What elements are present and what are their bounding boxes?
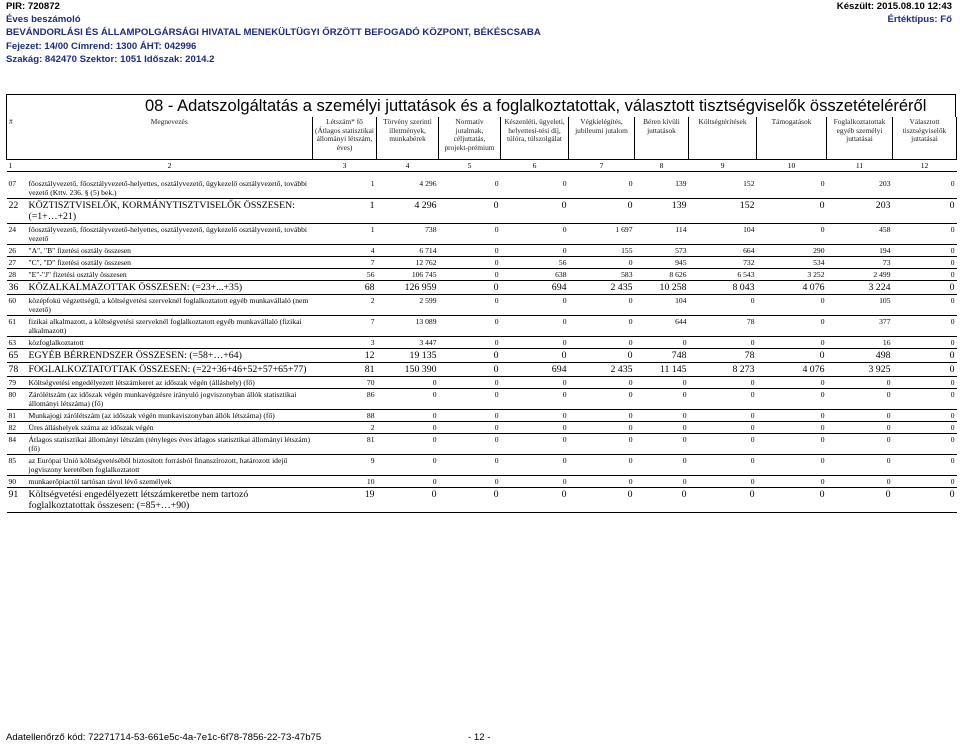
- row-number: 24: [7, 224, 27, 245]
- column-header: Támogatások: [757, 117, 827, 160]
- row-value: 664: [689, 245, 757, 257]
- row-value: 0: [569, 316, 635, 337]
- row-value: 0: [569, 337, 635, 349]
- row-value: 0: [569, 389, 635, 410]
- table-row: [7, 316, 957, 337]
- row-value: 644: [635, 316, 689, 337]
- row-value: 0: [569, 349, 635, 363]
- row-value: 0: [635, 455, 689, 476]
- row-label: EGYÉB BÉRRENDSZER ÖSSZESEN: (=58+…+64): [27, 349, 313, 363]
- row-value: 203: [827, 178, 893, 199]
- row-value: 88: [313, 410, 377, 422]
- row-value: 748: [635, 349, 689, 363]
- row-value: 16: [827, 337, 893, 349]
- row-label: "A", "B" fizetési osztály összesen: [27, 245, 313, 257]
- row-value: 9: [313, 455, 377, 476]
- row-value: 73: [827, 257, 893, 269]
- table-row: [7, 199, 957, 224]
- row-label: Költségvetési engedélyezett létszámkeretbe nem tartozó foglalkoztatottak összesen: (=85+…+90): [27, 488, 313, 513]
- row-value: 0: [501, 316, 569, 337]
- row-value: 0: [569, 295, 635, 316]
- chapter-info: Fejezet: 14/00 Címrend: 1300 ÁHT: 042996: [6, 40, 197, 52]
- row-number: 65: [7, 349, 27, 363]
- row-value: 0: [501, 389, 569, 410]
- row-value: 81: [313, 434, 377, 455]
- row-number: 85: [7, 455, 27, 476]
- row-value: 0: [757, 295, 827, 316]
- row-label: KÖZALKALMAZOTTAK ÖSSZESEN: (=23+...+35): [27, 281, 313, 295]
- row-value: 0: [439, 257, 501, 269]
- row-number: 91: [7, 488, 27, 513]
- row-value: 573: [635, 245, 689, 257]
- row-value: 738: [377, 224, 439, 245]
- column-header: Törvény szerinti illetmények, munkabérek: [377, 117, 439, 160]
- row-value: 0: [827, 455, 893, 476]
- row-value: 19: [313, 488, 377, 513]
- row-value: 0: [689, 476, 757, 488]
- page-number: - 12 -: [468, 732, 491, 743]
- row-value: 0: [827, 434, 893, 455]
- created-timestamp: Készült: 2015.08.10 12:43: [836, 1, 952, 12]
- table-row: [7, 434, 957, 455]
- table-row: [7, 410, 957, 422]
- row-value: 0: [827, 488, 893, 513]
- row-value: 0: [757, 377, 827, 389]
- institution-name: BEVÁNDORLÁSI ÉS ÁLLAMPOLGÁRSÁGI HIVATAL MENEKÜLTÜGYI ŐRZÖTT BEFOGADÓ KÖZPONT, BÉKÉSCSABA: [6, 27, 541, 39]
- row-value: 0: [893, 316, 957, 337]
- row-value: 104: [635, 295, 689, 316]
- verification-code: Adatellenőrző kód: 72271714-53-661e5c-4a-7e1c-6f78-7856-22-73-47b75: [6, 732, 322, 743]
- row-number: 84: [7, 434, 27, 455]
- row-value: 0: [439, 316, 501, 337]
- row-number: 07: [7, 178, 27, 199]
- row-label: Munkajogi zárólétszám (az időszak végén munkaviszonyban állók létszáma) (fő): [27, 410, 313, 422]
- row-value: 2: [313, 295, 377, 316]
- table-row: [7, 389, 957, 410]
- row-value: 0: [757, 455, 827, 476]
- row-value: 0: [757, 488, 827, 513]
- column-number: 2: [27, 160, 313, 172]
- table-row: [7, 363, 957, 377]
- row-value: 0: [439, 434, 501, 455]
- row-value: 4 076: [757, 281, 827, 295]
- row-value: 290: [757, 245, 827, 257]
- row-value: 2 499: [827, 269, 893, 281]
- row-value: 4 296: [377, 199, 439, 224]
- row-label: főosztályvezető, főosztályvezető-helyettes, osztályvezető, ügykezelő osztályvezető, további vezető: [27, 224, 313, 245]
- row-value: 0: [893, 434, 957, 455]
- column-number: 6: [501, 160, 569, 172]
- row-value: 81: [313, 363, 377, 377]
- row-value: 0: [439, 488, 501, 513]
- row-value: 0: [377, 389, 439, 410]
- row-value: 194: [827, 245, 893, 257]
- column-number: 11: [827, 160, 893, 172]
- row-value: 19 135: [377, 349, 439, 363]
- column-number: 3: [313, 160, 377, 172]
- row-value: 0: [893, 281, 957, 295]
- table-row: [7, 349, 957, 363]
- row-value: 7: [313, 316, 377, 337]
- column-header: Választott tisztségviselők juttatásai: [893, 117, 957, 160]
- table-row: [7, 295, 957, 316]
- table-row: [7, 178, 957, 199]
- row-value: 0: [827, 422, 893, 434]
- row-value: 0: [439, 389, 501, 410]
- row-value: 0: [689, 488, 757, 513]
- row-value: 104: [689, 224, 757, 245]
- row-value: 0: [689, 337, 757, 349]
- row-number: 61: [7, 316, 27, 337]
- row-value: 0: [635, 476, 689, 488]
- report-header: [6, 0, 541, 66]
- row-value: 152: [689, 178, 757, 199]
- row-value: 0: [757, 178, 827, 199]
- value-type: Értéktípus: Fő: [887, 14, 952, 26]
- row-number: 26: [7, 245, 27, 257]
- row-value: 0: [439, 476, 501, 488]
- row-value: 0: [689, 434, 757, 455]
- row-value: 1: [313, 178, 377, 199]
- row-value: 0: [893, 455, 957, 476]
- row-value: 0: [757, 434, 827, 455]
- row-value: 0: [439, 178, 501, 199]
- row-value: 583: [569, 269, 635, 281]
- row-value: 12: [313, 349, 377, 363]
- row-value: 638: [501, 269, 569, 281]
- row-value: 0: [757, 422, 827, 434]
- row-value: 0: [439, 224, 501, 245]
- row-value: 0: [893, 199, 957, 224]
- column-header: Költségtérítések: [689, 117, 757, 160]
- row-value: 2 435: [569, 363, 635, 377]
- column-number: 1: [7, 160, 27, 172]
- row-value: 106 745: [377, 269, 439, 281]
- row-value: 0: [377, 455, 439, 476]
- row-value: 0: [439, 269, 501, 281]
- row-value: 2 435: [569, 281, 635, 295]
- row-value: 0: [377, 410, 439, 422]
- row-value: 0: [689, 389, 757, 410]
- row-value: 0: [757, 349, 827, 363]
- row-value: 152: [689, 199, 757, 224]
- row-value: 0: [757, 389, 827, 410]
- column-header: Megnevezés: [27, 117, 313, 160]
- row-value: 0: [689, 422, 757, 434]
- column-number: 4: [377, 160, 439, 172]
- table-row: [7, 245, 957, 257]
- row-value: 0: [893, 295, 957, 316]
- report-type: Éves beszámoló: [6, 14, 81, 26]
- row-value: 139: [635, 199, 689, 224]
- row-value: 0: [501, 476, 569, 488]
- row-label: Átlagos statisztikai állományi létszám (tényleges éves átlagos statisztikai állományi létszám) (fő): [27, 434, 313, 455]
- row-value: 0: [569, 434, 635, 455]
- row-label: KÖZTISZTVISELŐK, KORMÁNYTISZTVISELŐK ÖSSZESEN: (=1+…+21): [27, 199, 313, 224]
- row-value: 0: [893, 245, 957, 257]
- row-value: 0: [893, 363, 957, 377]
- row-value: 0: [501, 178, 569, 199]
- row-value: 0: [893, 337, 957, 349]
- row-value: 534: [757, 257, 827, 269]
- page-title: 08 - Adatszolgáltatás a személyi juttatások és a foglalkoztatottak, választott tisztségviselők összetételéréről: [145, 97, 927, 115]
- row-value: 56: [313, 269, 377, 281]
- row-number: 22: [7, 199, 27, 224]
- column-number: 9: [689, 160, 757, 172]
- row-value: 3 925: [827, 363, 893, 377]
- row-value: 0: [635, 377, 689, 389]
- row-label: "C", "D" fizetési osztály összesen: [27, 257, 313, 269]
- row-value: 7: [313, 257, 377, 269]
- row-value: 0: [569, 199, 635, 224]
- row-label: középfokú végzettségű, a költségvetési szerveknél foglalkoztatott egyéb munkavállaló (nem vezető): [27, 295, 313, 316]
- row-value: 0: [569, 476, 635, 488]
- row-value: 0: [893, 269, 957, 281]
- row-label: Üres álláshelyek száma az időszak végén: [27, 422, 313, 434]
- row-value: 0: [893, 257, 957, 269]
- row-value: 0: [501, 488, 569, 513]
- row-value: 0: [689, 455, 757, 476]
- row-value: 0: [635, 389, 689, 410]
- row-value: 0: [439, 295, 501, 316]
- row-value: 0: [439, 410, 501, 422]
- report-header-right: [837, 0, 952, 26]
- row-value: 0: [893, 422, 957, 434]
- row-value: 0: [439, 422, 501, 434]
- row-value: 0: [893, 476, 957, 488]
- row-label: az Európai Unió költségvetéséből biztosított forrásból finanszírozott, határozott idejű jogviszony keretében foglalkoztatott: [27, 455, 313, 476]
- row-value: 0: [569, 422, 635, 434]
- row-value: 0: [501, 377, 569, 389]
- row-number: 80: [7, 389, 27, 410]
- row-number: 63: [7, 337, 27, 349]
- row-value: 0: [439, 245, 501, 257]
- row-value: 150 390: [377, 363, 439, 377]
- row-value: 0: [439, 337, 501, 349]
- data-table: [6, 117, 957, 513]
- row-value: 78: [689, 349, 757, 363]
- row-value: 0: [439, 349, 501, 363]
- column-header: Végkielégítés, jubileumi jutalom: [569, 117, 635, 160]
- row-value: 105: [827, 295, 893, 316]
- row-value: 0: [893, 349, 957, 363]
- row-value: 13 089: [377, 316, 439, 337]
- row-value: 3: [313, 337, 377, 349]
- row-value: 694: [501, 363, 569, 377]
- row-value: 0: [757, 337, 827, 349]
- row-value: 694: [501, 281, 569, 295]
- row-value: 0: [569, 488, 635, 513]
- row-value: 0: [893, 377, 957, 389]
- row-value: 0: [569, 178, 635, 199]
- row-value: 12 762: [377, 257, 439, 269]
- row-label: közfoglalkoztatott: [27, 337, 313, 349]
- row-value: 0: [827, 377, 893, 389]
- row-number: 36: [7, 281, 27, 295]
- row-value: 0: [569, 257, 635, 269]
- row-value: 0: [893, 389, 957, 410]
- column-number: 8: [635, 160, 689, 172]
- row-number: 27: [7, 257, 27, 269]
- row-value: 2: [313, 422, 377, 434]
- row-value: 3 252: [757, 269, 827, 281]
- row-value: 0: [501, 410, 569, 422]
- row-value: 0: [757, 410, 827, 422]
- row-value: 10: [313, 476, 377, 488]
- row-number: 82: [7, 422, 27, 434]
- row-value: 0: [439, 199, 501, 224]
- column-header: Készenléti, ügyeleti, helyettesí-tési díj, túlóra, túlszolgálat: [501, 117, 569, 160]
- row-value: 203: [827, 199, 893, 224]
- column-header: Létszám* fő (Átlagos statisztikai állományi létszám, éves): [313, 117, 377, 160]
- table-row: [7, 224, 957, 245]
- row-value: 114: [635, 224, 689, 245]
- row-value: 0: [501, 245, 569, 257]
- table-row: [7, 257, 957, 269]
- table-row: [7, 337, 957, 349]
- table-row: [7, 455, 957, 476]
- row-value: 4: [313, 245, 377, 257]
- row-value: 0: [827, 476, 893, 488]
- row-value: 0: [439, 281, 501, 295]
- row-value: 6 714: [377, 245, 439, 257]
- pir-id: PIR: 720872: [6, 1, 60, 12]
- row-value: 0: [635, 410, 689, 422]
- row-value: 0: [501, 199, 569, 224]
- column-number: 12: [893, 160, 957, 172]
- column-header-row: [7, 117, 957, 160]
- row-label: FOGLALKOZTATOTTAK ÖSSZESEN: (=22+36+46+52+57+65+77): [27, 363, 313, 377]
- sector-info: Szakág: 842470 Szektor: 1051 Időszak: 2014.2: [6, 53, 215, 65]
- row-value: 0: [377, 377, 439, 389]
- row-value: 139: [635, 178, 689, 199]
- row-label: fizikai alkalmazott, a költségvetési szerveknél foglalkoztatott egyéb munkavállaló (fizikai alkalmazott): [27, 316, 313, 337]
- row-value: 0: [689, 377, 757, 389]
- row-value: 0: [893, 178, 957, 199]
- row-value: 0: [377, 422, 439, 434]
- table-row: [7, 422, 957, 434]
- row-value: 11 145: [635, 363, 689, 377]
- row-value: 0: [757, 476, 827, 488]
- row-value: 4 076: [757, 363, 827, 377]
- row-value: 126 959: [377, 281, 439, 295]
- table-row: [7, 269, 957, 281]
- row-value: 0: [635, 488, 689, 513]
- row-value: 0: [635, 337, 689, 349]
- row-value: 0: [893, 224, 957, 245]
- column-number: 5: [439, 160, 501, 172]
- row-value: 458: [827, 224, 893, 245]
- row-value: 0: [439, 455, 501, 476]
- row-value: 8 043: [689, 281, 757, 295]
- row-label: Zárólétszám (az időszak végén munkavégzésre irányuló jogviszonyban állók statisztikai állományi létszáma) (fő): [27, 389, 313, 410]
- row-value: 0: [501, 295, 569, 316]
- row-value: 0: [569, 410, 635, 422]
- row-value: 56: [501, 257, 569, 269]
- row-label: munkaerőpiactól tartósan távol lévő személyek: [27, 476, 313, 488]
- row-value: 0: [501, 455, 569, 476]
- row-value: 0: [827, 410, 893, 422]
- row-value: 0: [377, 476, 439, 488]
- row-value: 6 543: [689, 269, 757, 281]
- column-header: Foglalkoztatottak egyéb személyi juttatásai: [827, 117, 893, 160]
- row-value: 0: [635, 434, 689, 455]
- row-value: 3 447: [377, 337, 439, 349]
- table-row: [7, 488, 957, 513]
- row-value: 945: [635, 257, 689, 269]
- row-value: 0: [827, 389, 893, 410]
- table-row: [7, 281, 957, 295]
- column-header: Béren kívüli juttatások: [635, 117, 689, 160]
- row-value: 70: [313, 377, 377, 389]
- row-value: 4 296: [377, 178, 439, 199]
- table-row: [7, 377, 957, 389]
- row-value: 0: [501, 224, 569, 245]
- row-number: 28: [7, 269, 27, 281]
- row-value: 0: [569, 377, 635, 389]
- row-value: 498: [827, 349, 893, 363]
- row-number: 78: [7, 363, 27, 377]
- column-header: Normatív jutalmak, céljuttatás, projekt-prémium: [439, 117, 501, 160]
- row-value: 0: [439, 377, 501, 389]
- row-value: 68: [313, 281, 377, 295]
- row-value: 0: [893, 488, 957, 513]
- row-value: 1: [313, 199, 377, 224]
- row-value: 0: [377, 488, 439, 513]
- row-value: 78: [689, 316, 757, 337]
- row-value: 1: [313, 224, 377, 245]
- column-number-row: [7, 160, 957, 172]
- row-value: 0: [757, 199, 827, 224]
- row-label: főosztályvezető, főosztályvezető-helyettes, osztályvezető, ügykezelő osztályvezető, további vezető (Kttv. 236. § (5) bek.): [27, 178, 313, 199]
- row-value: 732: [689, 257, 757, 269]
- row-value: 3 224: [827, 281, 893, 295]
- row-value: 10 258: [635, 281, 689, 295]
- row-value: 86: [313, 389, 377, 410]
- row-value: 0: [893, 410, 957, 422]
- row-value: 0: [689, 410, 757, 422]
- row-value: 377: [827, 316, 893, 337]
- row-value: 0: [689, 295, 757, 316]
- row-value: 0: [501, 434, 569, 455]
- row-value: 0: [757, 224, 827, 245]
- row-value: 0: [377, 434, 439, 455]
- row-value: 0: [501, 422, 569, 434]
- row-value: 1 697: [569, 224, 635, 245]
- row-number: 90: [7, 476, 27, 488]
- row-value: 0: [501, 349, 569, 363]
- row-value: 155: [569, 245, 635, 257]
- column-number: 10: [757, 160, 827, 172]
- row-label: Költségvetési engedélyezett létszámkeret az időszak végén (álláshely) (fő): [27, 377, 313, 389]
- row-number: 81: [7, 410, 27, 422]
- table-row: [7, 476, 957, 488]
- row-value: 0: [439, 363, 501, 377]
- row-number: 79: [7, 377, 27, 389]
- row-value: 0: [757, 316, 827, 337]
- column-header: #: [7, 117, 27, 160]
- row-value: 0: [501, 337, 569, 349]
- row-value: 0: [569, 455, 635, 476]
- row-label: "E"-"J" fizetési osztály összesen: [27, 269, 313, 281]
- row-value: 0: [635, 422, 689, 434]
- column-number: 7: [569, 160, 635, 172]
- row-number: 60: [7, 295, 27, 316]
- row-value: 8 273: [689, 363, 757, 377]
- row-value: 8 626: [635, 269, 689, 281]
- row-value: 2 599: [377, 295, 439, 316]
